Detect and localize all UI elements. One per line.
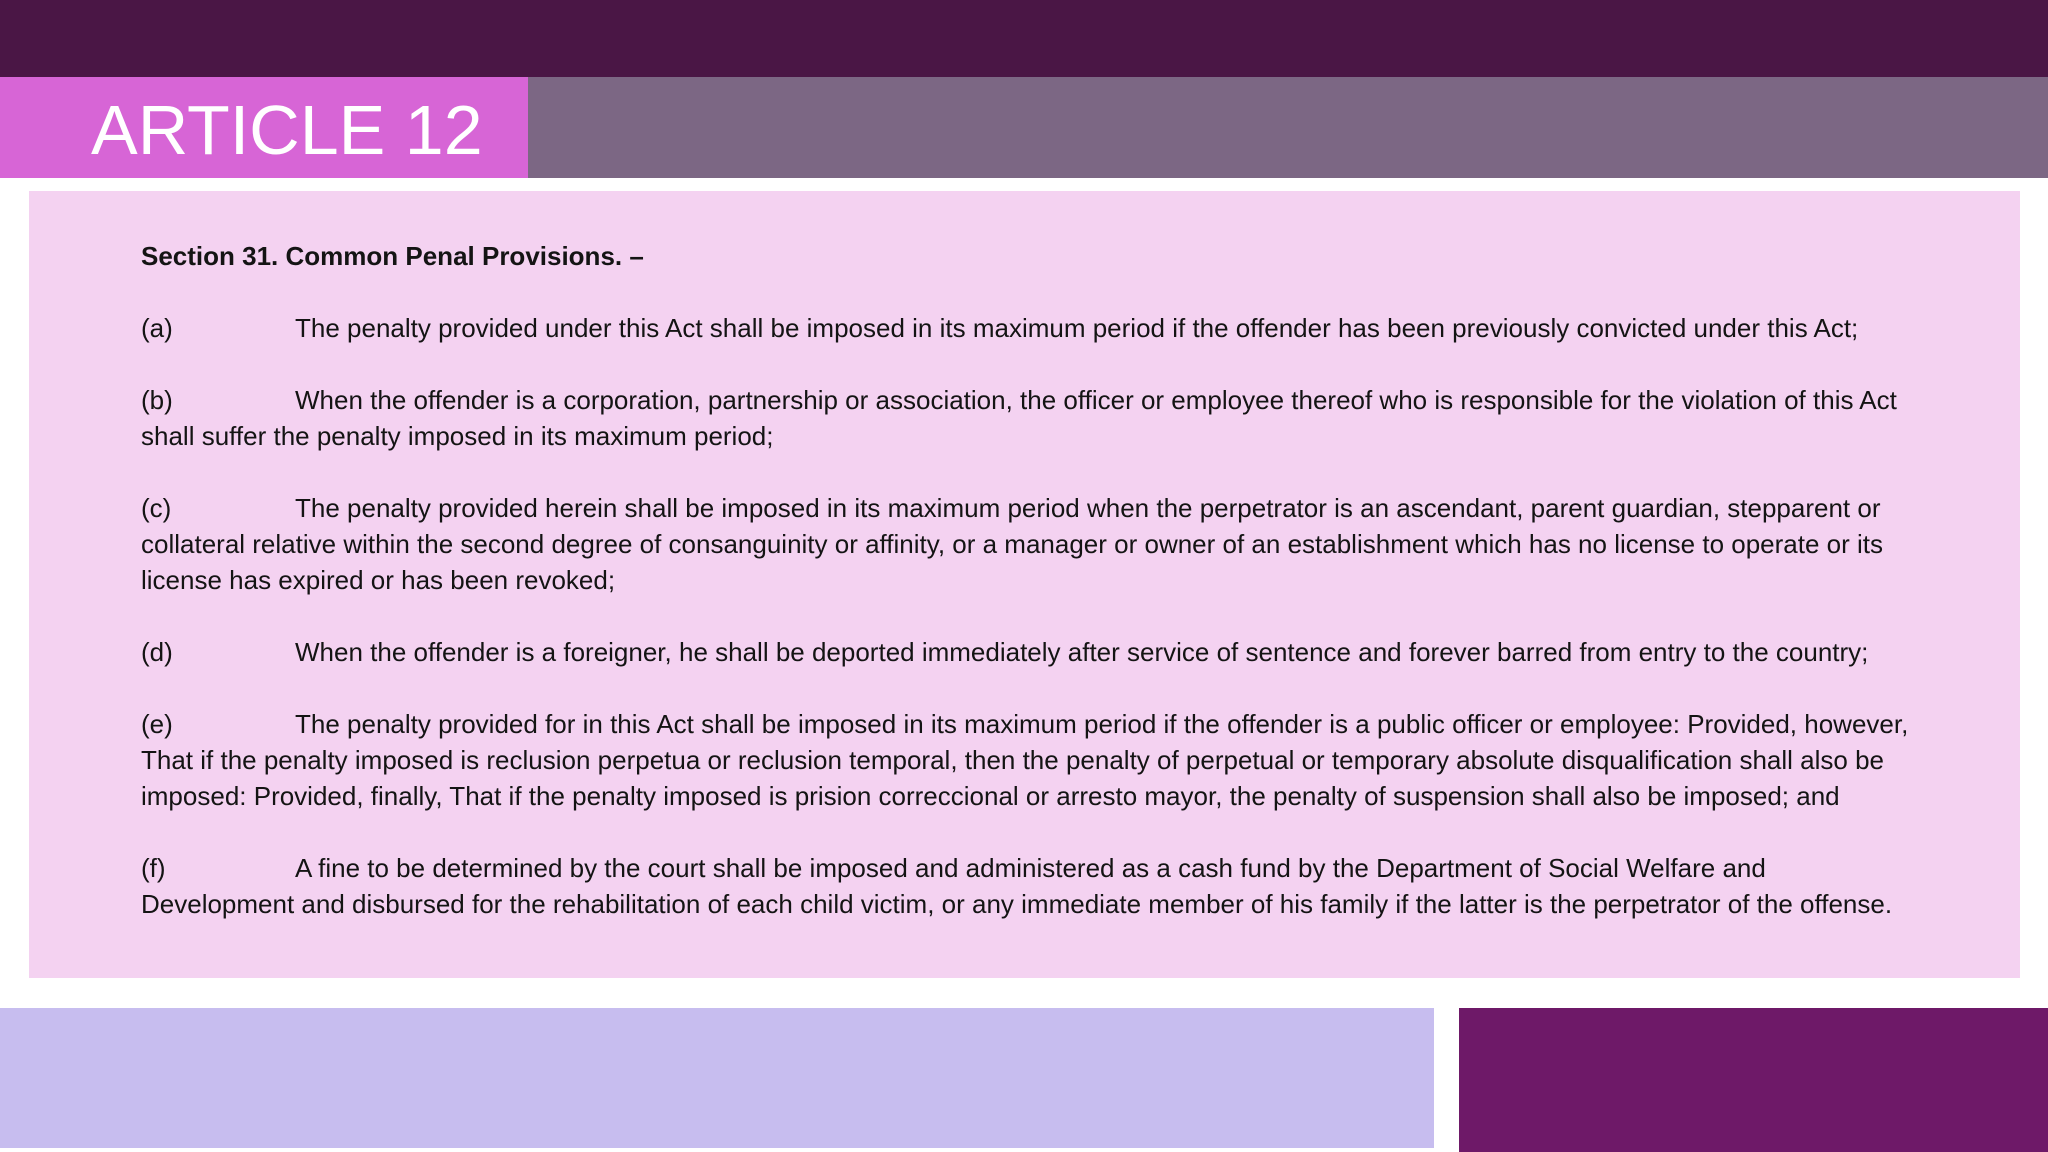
provision-a — [141, 310, 1919, 346]
section-heading: Section 31. Common Penal Provisions. – — [141, 241, 644, 271]
slide-title: ARTICLE 12 — [91, 91, 483, 169]
provision-b — [141, 382, 1919, 454]
bottom-left-decor-block — [0, 1008, 1434, 1148]
bottom-right-decor-block — [1459, 1008, 2048, 1152]
provision-marker: (a) — [141, 313, 173, 343]
provision-e — [141, 706, 1919, 814]
provision-marker: (c) — [141, 493, 172, 523]
top-decor-band — [0, 0, 2048, 77]
provision-text: The penalty provided under this Act shall be imposed in its maximum period if the offender has been previously convicted under this Act; — [295, 313, 1859, 343]
section-text — [141, 238, 1919, 958]
title-bar-extension — [528, 77, 2048, 178]
provision-text: The penalty provided for in this Act shall be imposed in its maximum period if the offender is a public officer or employee: Provided, however, That if the penalty imposed is reclusion perpetua or reclusion temporal, then the penalty of perpetual or temporary absolute disqualification shall also be imposed: Provided, finally, That if the penalty imposed is prision correccional or arresto mayor, the penalty of suspension shall also be imposed; and — [141, 709, 1909, 811]
provision-text: A fine to be determined by the court shall be imposed and administered as a cash fund by the Department of Social Welfare and Development and disbursed for the rehabilitation of each child victim, or any immediate member of his family if the latter is the perpetrator of the offense. — [141, 853, 1893, 919]
provision-c — [141, 490, 1919, 598]
provision-text: The penalty provided herein shall be imposed in its maximum period when the perpetrator is an ascendant, parent guardian, stepparent or collateral relative within the second degree of consanguinity or affinity, or a manager or owner of an establishment which has no license to operate or its license has expired or has been revoked; — [141, 493, 1884, 595]
provision-marker: (e) — [141, 709, 173, 739]
provision-marker: (d) — [141, 637, 173, 667]
provision-d — [141, 634, 1919, 670]
provision-f — [141, 850, 1919, 922]
provision-marker: (b) — [141, 385, 173, 415]
provision-text: When the offender is a corporation, partnership or association, the officer or employee thereof who is responsible for the violation of this Act shall suffer the penalty imposed in its maximum period; — [141, 385, 1897, 451]
provision-marker: (f) — [141, 853, 166, 883]
provision-text: When the offender is a foreigner, he shall be deported immediately after service of sentence and forever barred from entry to the country; — [295, 637, 1869, 667]
